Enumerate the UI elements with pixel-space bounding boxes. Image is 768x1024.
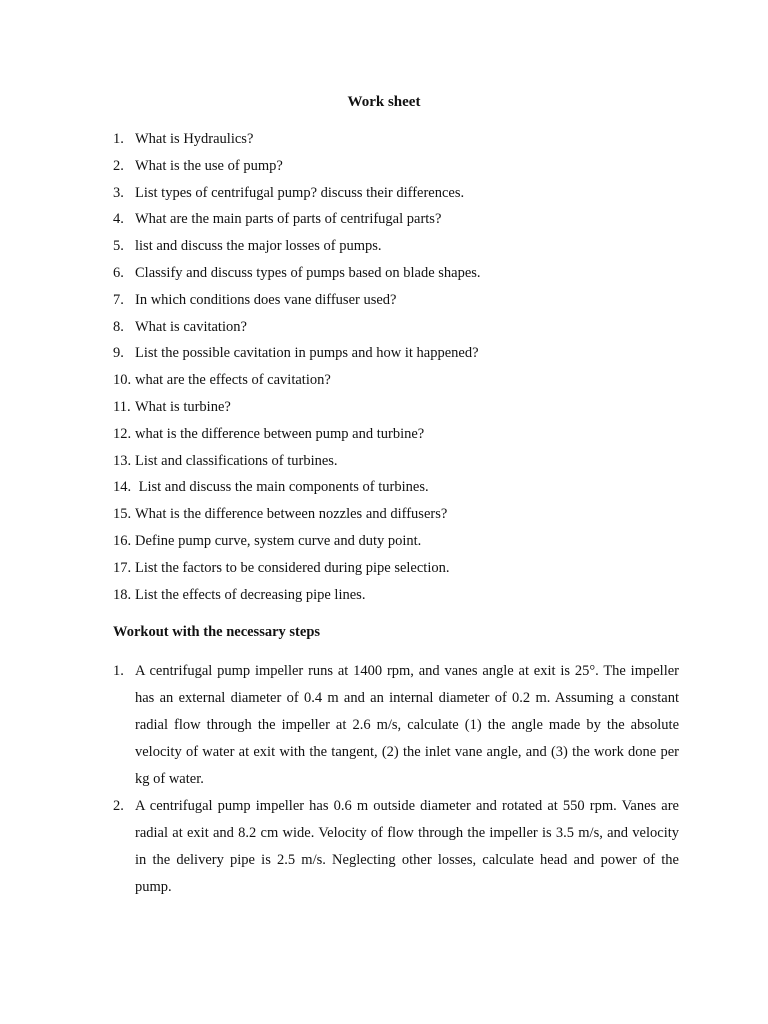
problem-item	[113, 658, 679, 793]
question-number: 3.	[113, 184, 124, 201]
problem-text: A centrifugal pump impeller has 0.6 m outside diameter and rotated at 550 rpm. Vanes are radial at exit and 8.2 cm wide. Velocity of flow through the impeller is 3.5 m/s, and velocity in the delivery pipe is 2.5 m/s. Neglecting other losses, calculate head and power of the pump.	[135, 798, 679, 895]
question-text: List the factors to be considered during pipe selection.	[135, 559, 450, 576]
question-item	[113, 532, 693, 559]
question-number: 7.	[113, 291, 124, 308]
question-text: What is cavitation?	[135, 318, 247, 335]
question-item	[113, 425, 693, 452]
question-text: What is Hydraulics?	[135, 131, 254, 147]
question-text: List and classifications of turbines.	[135, 452, 338, 469]
question-text: List the possible cavitation in pumps and how it happened?	[135, 345, 479, 362]
question-number: 2.	[113, 157, 124, 174]
question-text: list and discuss the major losses of pumps.	[135, 238, 382, 255]
question-text: what are the effects of cavitation?	[135, 372, 331, 389]
question-item	[113, 318, 693, 345]
question-number: 16.	[113, 532, 132, 549]
question-item	[113, 586, 693, 613]
problem-number: 2.	[113, 798, 124, 814]
question-item	[113, 237, 693, 264]
question-item	[113, 130, 693, 157]
question-text: List and discuss the main components of turbines.	[135, 479, 429, 496]
question-text: what is the difference between pump and turbine?	[135, 425, 425, 442]
question-item	[113, 291, 693, 318]
question-number: 11.	[113, 398, 131, 415]
question-number: 13.	[113, 452, 132, 469]
question-text: What is the use of pump?	[135, 157, 283, 174]
question-text: What are the main parts of parts of centrifugal parts?	[135, 211, 442, 228]
question-text: What is turbine?	[135, 398, 231, 415]
question-text: In which conditions does vane diffuser used?	[135, 291, 397, 308]
question-item	[113, 344, 693, 371]
question-number: 17.	[113, 559, 132, 576]
question-item	[113, 184, 693, 211]
question-text: List the effects of decreasing pipe lines.	[135, 586, 366, 603]
question-number: 1.	[113, 131, 124, 147]
question-item	[113, 398, 693, 425]
question-text: List types of centrifugal pump? discuss their differences.	[135, 184, 465, 201]
question-number: 12.	[113, 425, 132, 442]
question-item	[113, 264, 693, 291]
question-number: 5.	[113, 238, 124, 255]
question-item	[113, 210, 693, 237]
question-item	[113, 371, 693, 398]
question-item	[113, 559, 693, 586]
question-number: 14.	[113, 479, 132, 496]
problem-number: 1.	[113, 663, 124, 679]
question-number: 18.	[113, 586, 132, 603]
question-item	[113, 505, 693, 532]
question-item	[113, 478, 693, 505]
question-number: 15.	[113, 506, 132, 523]
question-number: 4.	[113, 211, 124, 228]
workout-heading: Workout with the necessary steps	[113, 624, 321, 640]
problem-list	[113, 658, 679, 901]
page-title: Work sheet	[347, 94, 421, 110]
problem-item	[113, 793, 679, 901]
question-number: 9.	[113, 345, 124, 362]
question-text: Classify and discuss types of pumps based on blade shapes.	[135, 264, 481, 281]
question-item	[113, 452, 693, 479]
question-list	[113, 130, 693, 612]
problem-text: A centrifugal pump impeller runs at 1400 rpm, and vanes angle at exit is 25°. The impeller has an external diameter of 0.4 m and an internal diameter of 0.2 m. Assuming a constant radial flow through the impeller at 2.6 m/s, calculate (1) the angle made by the absolute velocity of water at exit with the tangent, (2) the inlet vane angle, and (3) the work done per kg of water.	[135, 663, 679, 787]
question-number: 6.	[113, 264, 124, 281]
question-number: 8.	[113, 318, 124, 335]
question-number: 10.	[113, 372, 132, 389]
question-text: Define pump curve, system curve and duty point.	[135, 532, 422, 549]
question-item	[113, 157, 693, 184]
question-text: What is the difference between nozzles and diffusers?	[135, 506, 448, 523]
